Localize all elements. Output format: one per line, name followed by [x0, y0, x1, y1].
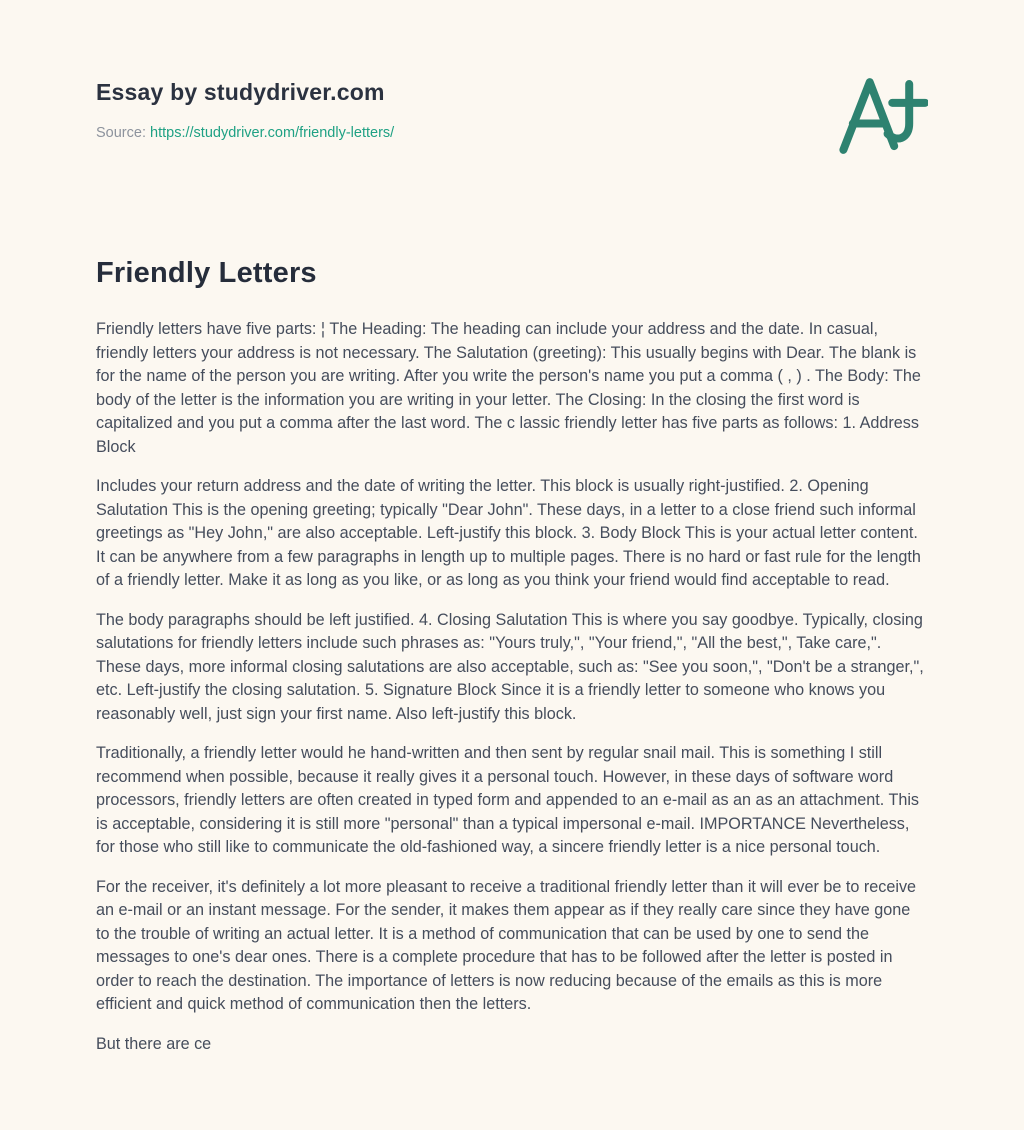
essay-title: Friendly Letters — [96, 257, 317, 289]
essay-paragraph: The body paragraphs should be left justified. 4. Closing Salutation This is where you say goodbye. Typically, closing salutations for friendly letters include such phrases as: "Yours truly,", "Your friend,", "All the best,", Take care,". These days, more informal closing salutations are also acceptable, such as: "See you soon,", "Don't be a stranger,", etc. Left-justify the closing salutation. 5. Signature Block Since it is a friendly letter to someone who knows you reasonably well, just sign your first name. Also left-justify this block. — [96, 610, 924, 723]
source-link[interactable]: https://studydriver.com/friendly-letters/ — [150, 125, 395, 141]
essay-paragraph: Includes your return address and the date of writing the letter. This block is usually right-justified. 2. Opening Salutation This is the opening greeting; typically "Dear John". These days, in a letter to a close friend such informal greetings as "Hey John," are also acceptable. Left-justify this block. 3. Body Block This is your actual letter content. It can be anywhere from a few paragraphs in length up to multiple pages. There is no hard or fast rule for the length of a friendly letter. Make it as long as you like, or as long as you think your friend would find acceptable to read. — [96, 477, 921, 589]
studydriver-logo-icon — [834, 70, 928, 162]
source-label: Source: — [96, 125, 146, 141]
page-header-title: Essay by studydriver.com — [96, 79, 385, 105]
essay-paragraph: Traditionally, a friendly letter would he hand-written and then sent by regular snail mail. This is something I still recommend when possible, because it really gives it a personal touch. However, in these days of software word processors, friendly letters are often created in typed form and appended to an e-mail as an as an attachment. This is acceptable, considering it is still more "personal" than a typical impersonal e-mail. IMPORTANCE Nevertheless, for those who still like to communicate the old-fashioned way, a sincere friendly letter is a nice personal touch. — [96, 744, 920, 856]
essay-paragraph: Friendly letters have five parts: ¦ The Heading: The heading can include your address and the date. In casual, friendly letters your address is not necessary. The Salutation (greeting): This usually begins with Dear. The blank is for the name of the person you are writing. After you write the person's name you put a comma ( , ) . The Body: The body of the letter is the information you are writing in your letter. The Closing: In the closing the first word is capitalized and you put a comma after the last word. The c lassic friendly letter has five parts as follows: 1. Address Block — [96, 320, 921, 456]
essay-paragraph: For the receiver, it's definitely a lot more pleasant to receive a traditional friendly letter than it will ever be to receive an e-mail or an instant message. For the sender, it makes them appear as if they really care since they have gone to the trouble of writing an actual letter. It is a method of communication that can be used by one to send the messages to one's dear ones. There is a complete procedure that has to be followed after the letter is posted in order to reach the destination. The importance of letters is now reducing because of the emails as this is more efficient and quick method of communication then the letters. — [96, 877, 917, 1013]
essay-body — [96, 318, 926, 1056]
essay-paragraph: But there are ce — [96, 1034, 212, 1053]
studydriver-logo[interactable] — [834, 70, 928, 162]
source-line — [96, 123, 926, 143]
